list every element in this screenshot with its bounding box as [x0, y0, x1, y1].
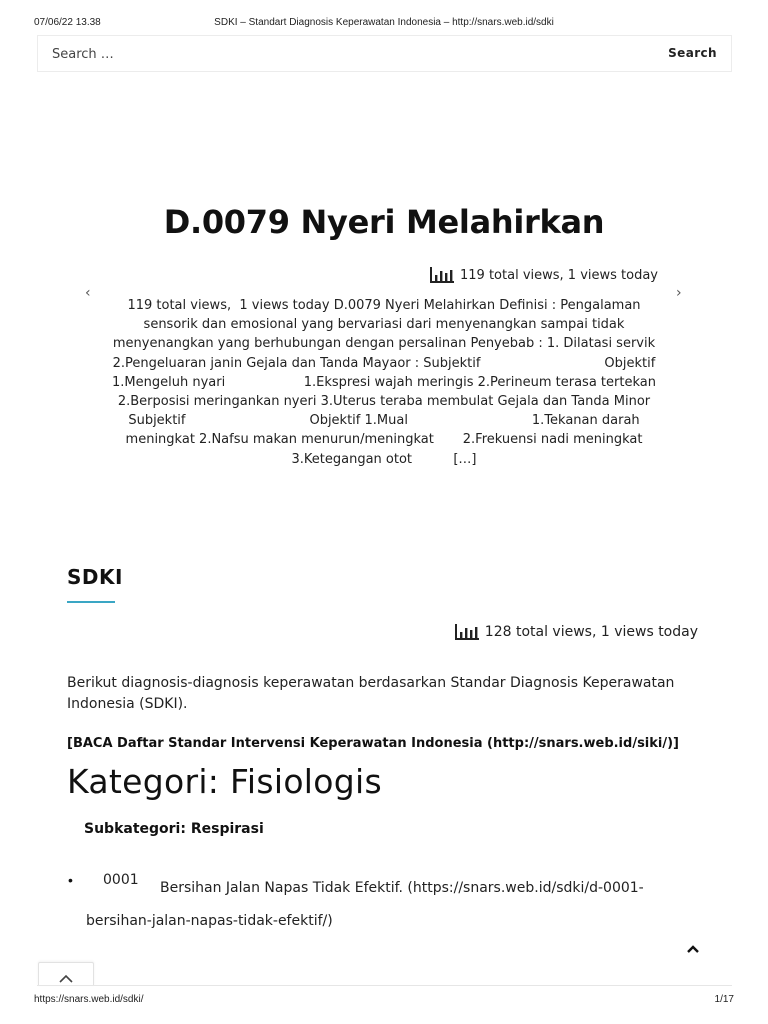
- search-input[interactable]: [52, 45, 612, 63]
- section-views: [455, 624, 698, 640]
- print-title: SDKI – Standart Diagnosis Keperawatan Indonesia – http://snars.web.id/sdki: [214, 17, 554, 28]
- print-date: 07/06/22 13.38: [34, 17, 101, 28]
- subkategori-heading: Subkategori: Respirasi: [84, 821, 264, 837]
- search-button[interactable]: Search: [668, 46, 717, 60]
- views-count-text: 128 total views, 1 views today: [484, 624, 698, 640]
- kategori-heading: Kategori: Fisiologis: [67, 762, 382, 801]
- print-url: https://snars.web.id/sdki/: [34, 994, 144, 1005]
- chevron-up-icon: [58, 973, 74, 983]
- slider-post-excerpt: 119 total views, 1 views today D.0079 Nyeri Melahirkan Definisi : Pengalaman sensorik dan emosional yang bervariasi dari menyenangkan sampai tidak menyenangkan yang berhubungan dengan persalinan Penyebab : 1. Dilatasi servik 2.Pengeluaran janin Gejala dan Tanda Mayaor : Subjektif Objektif 1.Mengeluh nyari 1.Ekspresi wajah meringis 2.Perineum terasa tertekan 2.Berposisi meringankan nyeri 3.Uterus teraba membulat Gejala dan Tanda Minor Subjektif Objektif 1.Mual 1.Tekanan darah meningkat 2.Nafsu makan menurun/meningkat 2.Frekuensi nadi meningkat 3.Ketegangan otot […]: [112, 298, 731, 467]
- slider-prev-button[interactable]: ‹: [85, 285, 91, 301]
- intro-paragraph: Berikut diagnosis-diagnosis keperawatan berdasarkan Standar Diagnosis Keperawatan Indonesia (SDKI).: [67, 675, 675, 712]
- diagnosis-code: 0001: [103, 872, 139, 888]
- baca-siki-link[interactable]: [BACA Daftar Standar Intervensi Keperawatan Indonesia (http://snars.web.id/siki/)]: [67, 736, 679, 751]
- slider-post-title[interactable]: D.0079 Nyeri Melahirkan: [163, 203, 605, 241]
- print-page-number: 1/17: [714, 994, 734, 1005]
- slider-post-views: [430, 267, 658, 283]
- diagnosis-link[interactable]: Bersihan Jalan Napas Tidak Efektif. (https://snars.web.id/sdki/d-0001-bersihan-jalan-napas-tidak-efektif/): [86, 880, 644, 929]
- section-title: SDKI: [67, 565, 123, 589]
- list-item: [86, 872, 686, 938]
- footer-divider: [37, 985, 732, 986]
- scroll-to-top-button[interactable]: [686, 941, 700, 957]
- chevron-up-icon: [686, 944, 700, 954]
- list-bullet: •: [68, 872, 73, 888]
- bar-chart-icon: [430, 267, 454, 283]
- search-form: [37, 35, 732, 72]
- views-count-text: 119 total views, 1 views today: [460, 268, 658, 283]
- slider-next-button[interactable]: ›: [676, 285, 682, 301]
- collapse-panel-button[interactable]: [38, 962, 94, 986]
- bar-chart-icon: [455, 624, 479, 640]
- title-underline: [67, 601, 115, 603]
